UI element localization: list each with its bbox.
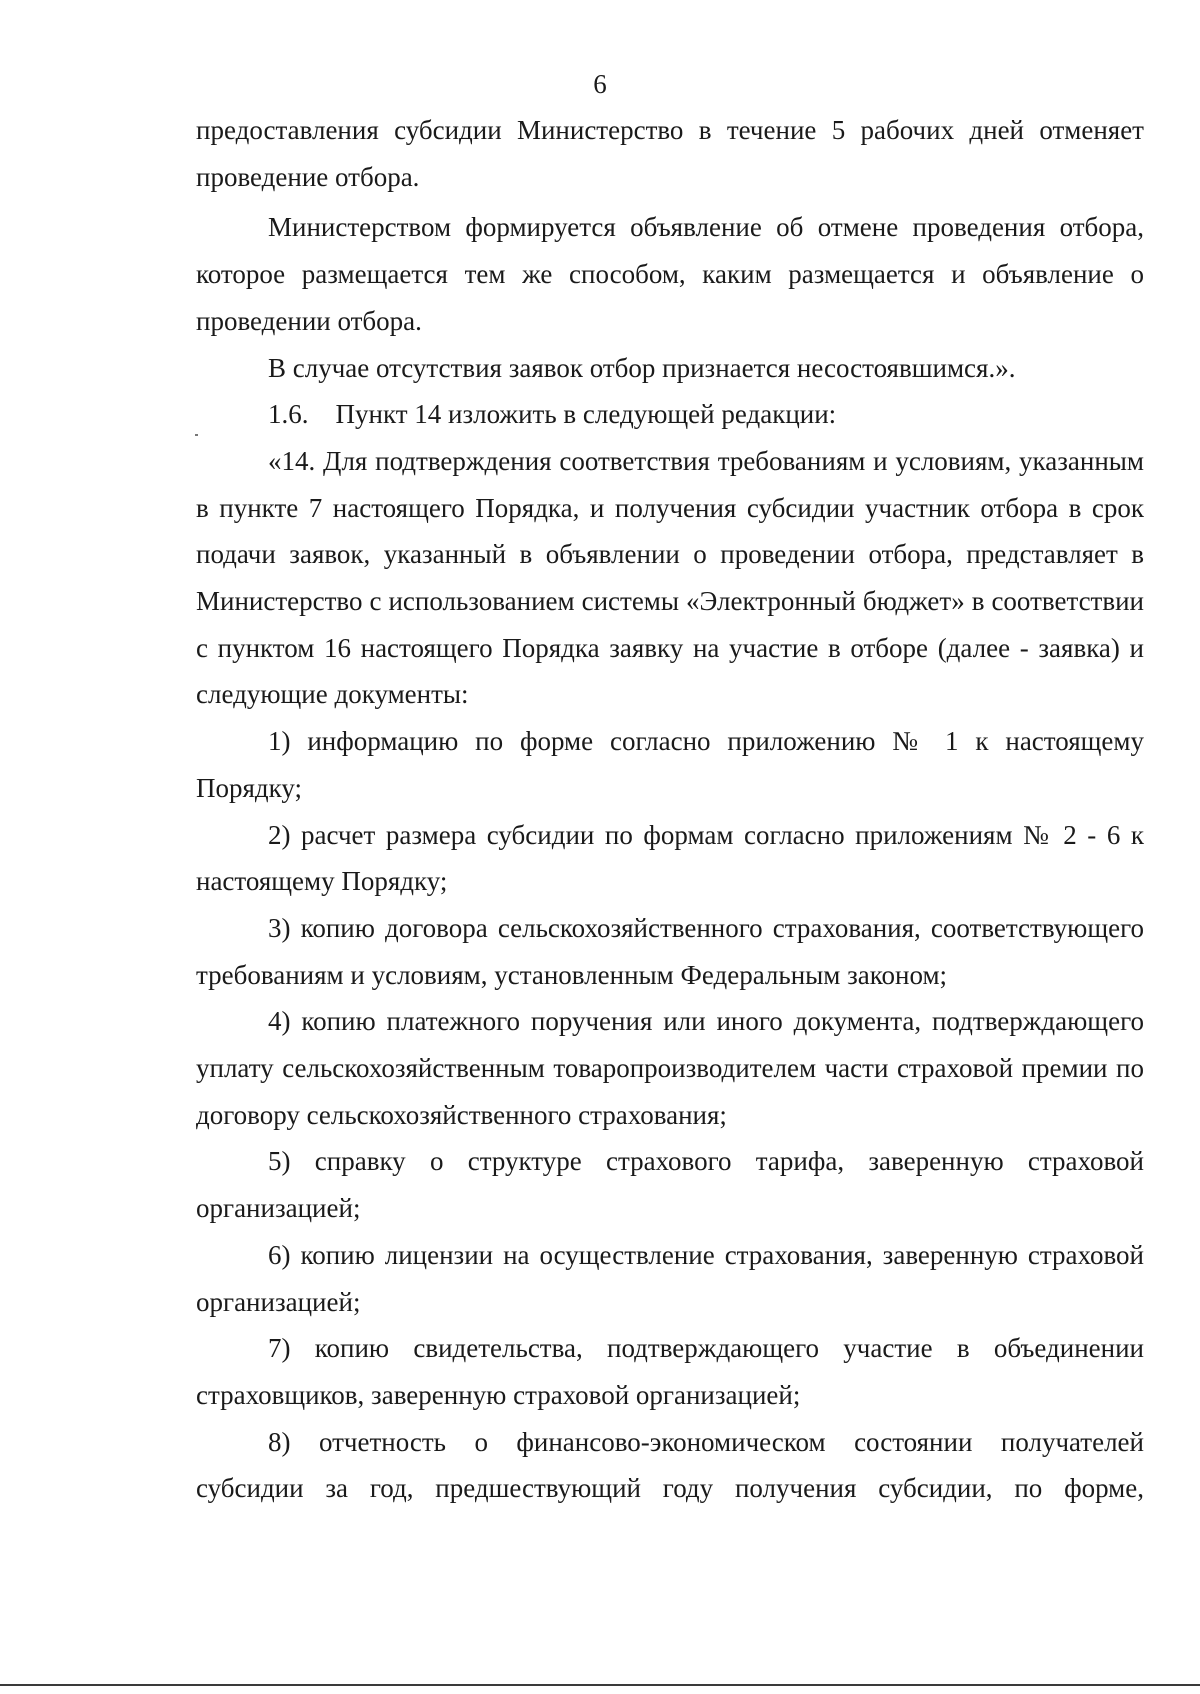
paragraph-no-applications: В случае отсутствия заявок отбор признается несостоявшимся.». — [268, 352, 1016, 383]
list-item-3: 3) копию договора сельскохозяйственного страхования, соответствующего требованиям и условиям, установленным Федеральным законом; — [196, 912, 1144, 990]
paragraph-continuation: предоставления субсидии Министерство в течение 5 рабочих дней отменяет проведение отбора. — [196, 115, 1144, 192]
list-item-2: 2) расчет размера субсидии по формам согласно приложениям № 2 - 6 к настоящему Порядку; — [196, 819, 1144, 897]
list-item-6: 6) копию лицензии на осуществление страхования, заверенную страховой организацией; — [196, 1239, 1144, 1317]
paragraph-clause-14: «14. Для подтверждения соответствия требованиям и условиям, указанным в пункте 7 настоящего Порядка, и получения субсидии участник отбора в срок подачи заявок, указанный в объявлении о проведении отбора, представляет в Министерство с использованием системы «Электронный бюджет» в соответствии с пунктом 16 настоящего Порядка заявку на участие в отборе (далее - заявка) и следующие документы: — [196, 445, 1144, 710]
scan-margin-mark — [195, 434, 198, 436]
list-item-8: 8) отчетность о финансово-экономическом состоянии получателей субсидии за год, предшествующий году получения субсидии, по форме, — [196, 1426, 1144, 1504]
page-number: 6 — [593, 69, 607, 99]
paragraph-clause-1-6: 1.6. Пункт 14 изложить в следующей редакции: — [268, 399, 837, 430]
list-item-1: 1) информацию по форме согласно приложению № 1 к настоящему Порядку; — [196, 726, 1144, 803]
list-item-7: 7) копию свидетельства, подтверждающего участие в объединении страховщиков, заверенную страховой организацией; — [196, 1333, 1144, 1410]
paragraph-cancellation-notice: Министерством формируется объявление об отмене проведения отбора, которое размещается тем же способом, каким размещается и объявление о проведении отбора. — [196, 212, 1144, 336]
scan-bottom-edge — [0, 1684, 1200, 1686]
document-body — [196, 107, 1144, 1512]
list-item-4: 4) копию платежного поручения или иного документа, подтверждающего уплату сельскохозяйственным товаропроизводителем части страховой премии по договору сельскохозяйственного страхования; — [196, 1006, 1144, 1130]
list-item-5: 5) справку о структуре страхового тарифа, заверенную страховой организацией; — [196, 1146, 1144, 1224]
